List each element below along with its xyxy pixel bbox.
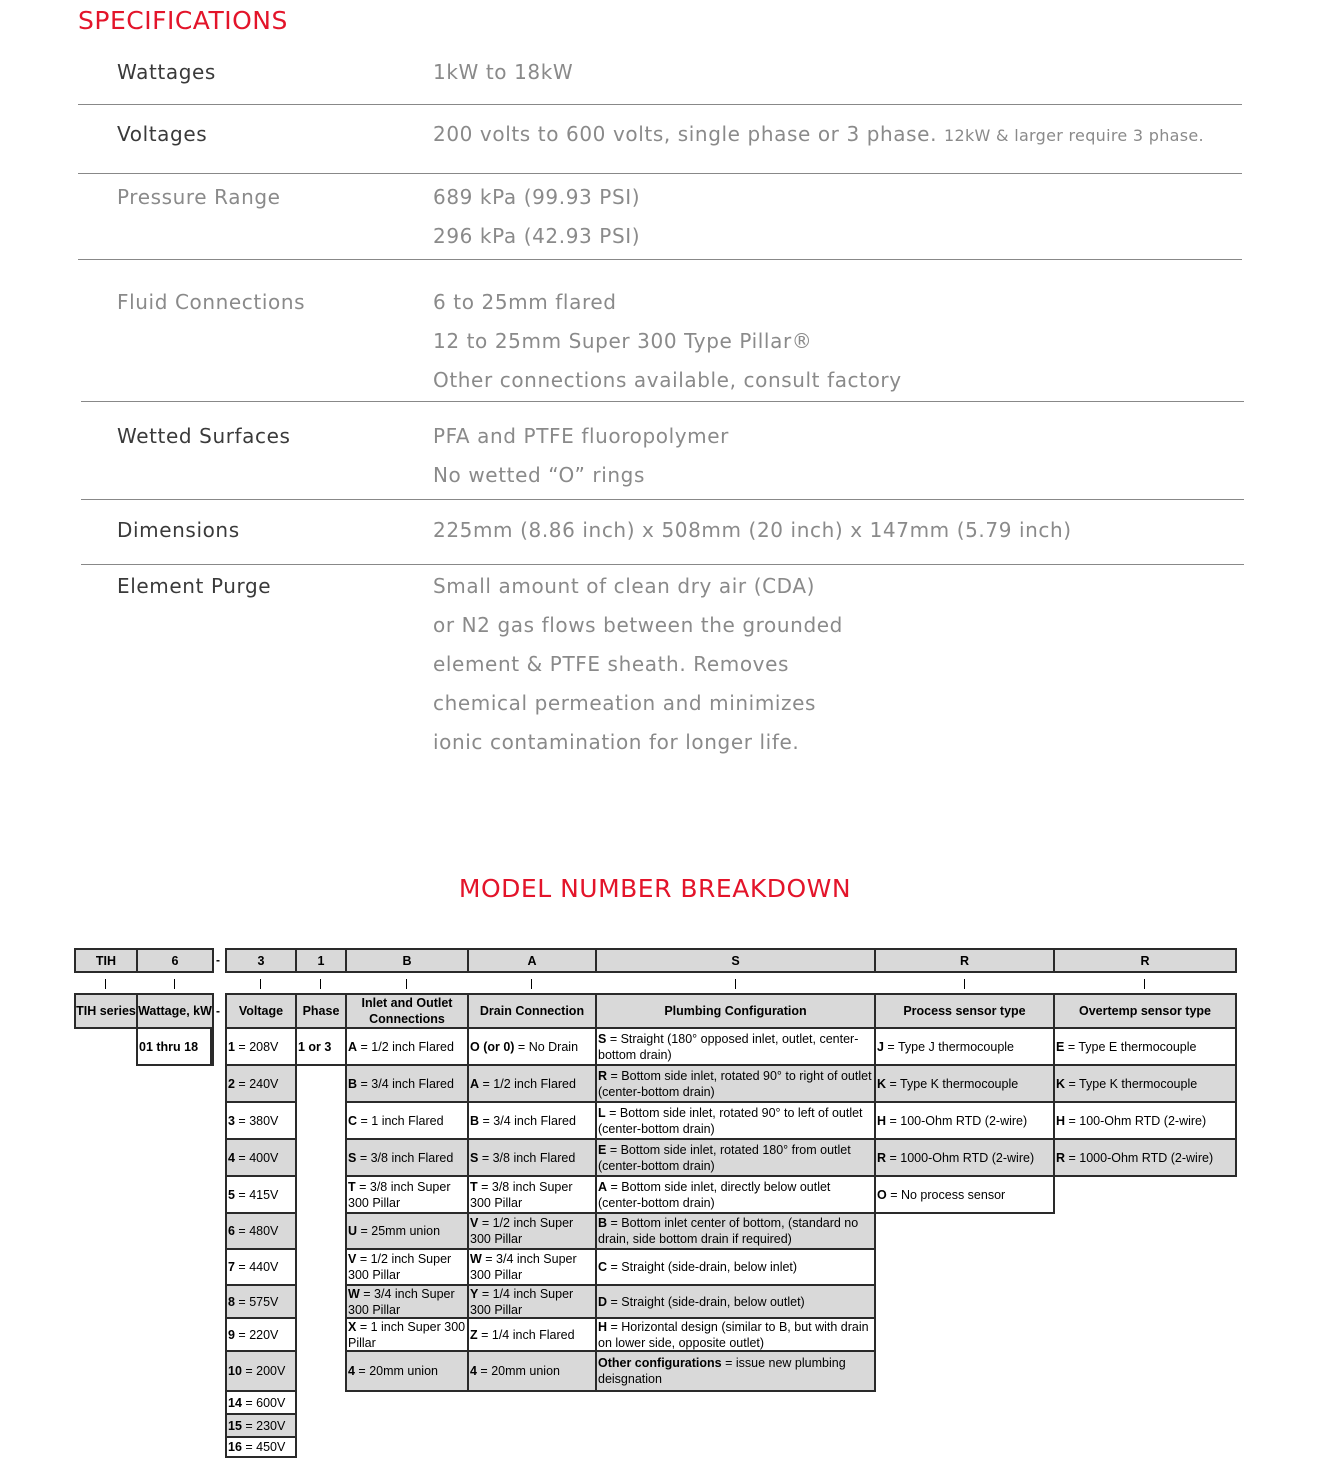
option-key: Y	[470, 1286, 479, 1301]
option-key: 1	[228, 1039, 235, 1054]
option-key: 15	[228, 1418, 242, 1433]
drain-option	[467, 1212, 597, 1250]
option-text	[877, 1076, 1018, 1092]
drain-option	[467, 1317, 597, 1352]
option-key: T	[348, 1179, 356, 1194]
wattage-option	[136, 1027, 214, 1066]
option-key: 10	[228, 1364, 242, 1378]
option-value: = 1/2 inch Flared	[357, 1039, 454, 1054]
tick-mark	[320, 979, 321, 989]
option-value: = Type E thermocouple	[1064, 1039, 1197, 1054]
process-sensor-option	[874, 1064, 1055, 1103]
divider	[81, 564, 1244, 565]
plumbing-option	[595, 1284, 876, 1319]
option-value: = 20mm union	[476, 1364, 560, 1378]
option-key: E	[1056, 1039, 1065, 1054]
option-key: A	[598, 1179, 608, 1194]
overtemp-sensor-option	[1053, 1101, 1237, 1140]
option-value: = 100-Ohm RTD (2-wire)	[1065, 1113, 1207, 1128]
inlet-option	[345, 1248, 469, 1286]
option-key: X	[348, 1319, 357, 1334]
option-key: R	[877, 1150, 887, 1165]
model-header-6: Plumbing Configuration	[595, 993, 876, 1029]
option-key: U	[348, 1224, 358, 1238]
process-sensor-option	[874, 1027, 1055, 1066]
option-text	[228, 1076, 278, 1092]
option-value: = 380V	[234, 1113, 279, 1128]
spec-value-purge-3: element & PTFE sheath. Removes	[433, 652, 790, 676]
option-text	[348, 1113, 444, 1129]
option-value: = Straight (side-drain, below outlet)	[607, 1294, 805, 1309]
option-key: 16	[228, 1440, 242, 1454]
option-value: = issue new plumbing deisgnation	[598, 1356, 846, 1386]
option-text	[470, 1215, 595, 1247]
option-value: = Straight (180° opposed inlet, outlet, center-bottom drain)	[598, 1031, 859, 1062]
tick-mark	[735, 979, 736, 989]
option-key: 6	[228, 1224, 235, 1238]
option-key: O (or 0)	[470, 1039, 515, 1054]
option-key: T	[470, 1179, 478, 1194]
drain-option	[467, 1101, 597, 1140]
option-text	[228, 1363, 285, 1379]
option-text	[228, 1395, 285, 1411]
spec-value-fluid-2: 12 to 25mm Super 300 Type Pillar®	[433, 329, 813, 353]
spec-value-dimensions: 225mm (8.86 inch) x 508mm (20 inch) x 147mm (5.79 inch)	[433, 518, 1072, 542]
option-text	[470, 1039, 578, 1055]
spec-value-pressure-2: 296 kPa (42.93 PSI)	[433, 224, 641, 248]
option-key: 3	[228, 1113, 235, 1128]
plumbing-option	[595, 1248, 876, 1286]
option-text	[348, 1223, 440, 1239]
spec-value-purge-5: ionic contamination for longer life.	[433, 730, 800, 754]
voltages-note: 12kW & larger require 3 phase.	[944, 126, 1204, 145]
option-key: W	[470, 1252, 482, 1266]
option-value: = 415V	[234, 1187, 279, 1202]
option-key: 7	[228, 1260, 235, 1274]
option-value: = 208V	[234, 1039, 279, 1054]
tick-mark	[174, 979, 175, 989]
spec-label-fluid-connections: Fluid Connections	[117, 290, 306, 314]
option-key: A	[470, 1076, 480, 1091]
voltage-option	[225, 1138, 297, 1177]
option-key: 2	[228, 1076, 235, 1091]
inlet-option	[345, 1175, 469, 1214]
model-code-4: B	[345, 948, 469, 973]
option-text	[228, 1187, 278, 1203]
option-key: 01 thru 18	[139, 1039, 199, 1054]
option-text	[348, 1150, 453, 1166]
divider	[78, 173, 1242, 174]
inlet-option	[345, 1101, 469, 1140]
option-value: = Type J thermocouple	[883, 1039, 1015, 1054]
option-value: = 575V	[234, 1294, 279, 1309]
option-key: B	[598, 1216, 608, 1230]
option-key: B	[470, 1113, 480, 1128]
model-code-7: R	[874, 948, 1055, 973]
option-value: = 240V	[234, 1076, 279, 1091]
option-key: C	[598, 1260, 608, 1274]
option-text	[348, 1286, 467, 1318]
plumbing-option	[595, 1101, 876, 1140]
option-value: = 20mm union	[354, 1364, 438, 1378]
option-key: 1 or 3	[298, 1039, 332, 1054]
option-text	[139, 1039, 198, 1055]
option-text	[877, 1187, 1005, 1203]
tick-mark	[531, 979, 532, 989]
process-sensor-option	[874, 1101, 1055, 1140]
tick-mark	[406, 979, 407, 989]
option-value: = 600V	[241, 1395, 286, 1410]
option-value: = Bottom side inlet, directly below outlet (center-bottom drain)	[598, 1179, 831, 1210]
voltage-option	[225, 1027, 297, 1066]
option-text	[348, 1251, 467, 1283]
option-key: 4	[348, 1364, 355, 1378]
spec-value-purge-1: Small amount of clean dry air (CDA)	[433, 574, 816, 598]
option-text	[598, 1259, 797, 1275]
spec-value-wetted-2: No wetted “O” rings	[433, 463, 645, 487]
option-text	[470, 1327, 575, 1343]
option-text	[877, 1113, 1027, 1129]
option-text	[348, 1363, 438, 1379]
option-text	[348, 1179, 467, 1211]
drain-option	[467, 1248, 597, 1286]
option-text	[228, 1418, 285, 1434]
spec-label-wattages: Wattages	[117, 60, 216, 84]
option-value: = 1/4 inch Super 300 Pillar	[470, 1286, 574, 1317]
plumbing-option	[595, 1175, 876, 1214]
option-key: R	[1056, 1150, 1066, 1165]
column-border	[210, 1027, 212, 1066]
model-header-0: TIH series	[74, 993, 138, 1029]
option-key: V	[470, 1216, 479, 1230]
option-key: 4	[470, 1364, 477, 1378]
option-value: = 1/4 inch Flared	[477, 1327, 575, 1342]
option-text	[348, 1076, 454, 1092]
option-value: = 440V	[234, 1260, 279, 1274]
option-text	[298, 1039, 331, 1055]
option-text	[598, 1068, 874, 1100]
voltage-option	[225, 1064, 297, 1103]
option-value: = 220V	[234, 1327, 279, 1342]
option-value: = 450V	[241, 1440, 286, 1454]
option-key: O	[877, 1187, 887, 1202]
inlet-option	[345, 1027, 469, 1066]
option-value: = 1 inch Flared	[357, 1113, 444, 1128]
divider	[78, 259, 1242, 260]
option-text	[228, 1439, 285, 1455]
model-code-8: R	[1053, 948, 1237, 973]
voltage-option	[225, 1284, 297, 1319]
voltage-option	[225, 1317, 297, 1352]
tick-mark	[260, 979, 261, 989]
spec-label-wetted-surfaces: Wetted Surfaces	[117, 424, 291, 448]
spec-value-purge-2: or N2 gas flows between the grounded	[433, 613, 843, 637]
option-text	[598, 1105, 874, 1137]
option-key: R	[598, 1068, 608, 1083]
process-sensor-option	[874, 1138, 1055, 1177]
option-key: S	[348, 1150, 357, 1165]
separator-dash: -	[216, 953, 220, 967]
option-text	[598, 1031, 874, 1063]
model-header-1: Wattage, kW	[136, 993, 214, 1029]
voltage-option	[225, 1350, 297, 1392]
drain-option	[467, 1175, 597, 1214]
option-value: = 3/8 inch Flared	[478, 1150, 576, 1165]
option-value: = Bottom side inlet, rotated 180° from outlet (center-bottom drain)	[598, 1142, 851, 1173]
spec-value-voltages	[433, 122, 1204, 146]
option-text	[228, 1113, 278, 1129]
model-code-3: 1	[295, 948, 347, 973]
option-key: E	[598, 1142, 607, 1157]
option-key: K	[877, 1076, 887, 1091]
option-text	[470, 1286, 595, 1318]
option-value: = Horizontal design (similar to B, but with drain on lower side, opposite outlet)	[598, 1319, 869, 1350]
option-value: = 3/4 inch Super 300 Pillar	[348, 1286, 455, 1317]
drain-option	[467, 1138, 597, 1177]
overtemp-sensor-option	[1053, 1064, 1237, 1103]
option-key: 5	[228, 1187, 235, 1202]
drain-option	[467, 1350, 597, 1392]
option-text	[1056, 1076, 1197, 1092]
option-key: C	[348, 1113, 358, 1128]
divider	[78, 104, 1242, 105]
option-text	[598, 1179, 874, 1211]
phase-option	[295, 1027, 347, 1066]
option-value: = Type K thermocouple	[1065, 1076, 1198, 1091]
option-text	[877, 1039, 1014, 1055]
option-key: 4	[228, 1150, 235, 1165]
option-key: A	[348, 1039, 358, 1054]
option-value: = No Drain	[514, 1039, 579, 1054]
option-text	[228, 1223, 278, 1239]
option-text	[228, 1327, 278, 1343]
option-text	[470, 1113, 576, 1129]
option-key: W	[348, 1286, 360, 1301]
voltage-option	[225, 1212, 297, 1250]
plumbing-option	[595, 1212, 876, 1250]
spec-value-fluid-3: Other connections available, consult factory	[433, 368, 902, 392]
option-value: = 400V	[234, 1150, 279, 1165]
option-value: = 230V	[241, 1418, 286, 1433]
option-text	[1056, 1150, 1213, 1166]
voltage-option	[225, 1436, 297, 1458]
model-code-5: A	[467, 948, 597, 973]
model-code-0: TIH	[74, 948, 138, 973]
option-text	[228, 1294, 278, 1310]
option-key: H	[1056, 1113, 1066, 1128]
overtemp-sensor-option	[1053, 1027, 1237, 1066]
spec-label-pressure-range: Pressure Range	[117, 185, 281, 209]
model-header-2: Voltage	[225, 993, 297, 1029]
plumbing-option	[595, 1317, 876, 1352]
option-value: = 1/2 inch Super 300 Pillar	[348, 1252, 452, 1282]
plumbing-option	[595, 1350, 876, 1392]
spec-value-pressure-1: 689 kPa (99.93 PSI)	[433, 185, 641, 209]
option-value: = Bottom side inlet, rotated 90° to left of outlet (center-bottom drain)	[598, 1105, 863, 1136]
voltage-option	[225, 1413, 297, 1438]
plumbing-option	[595, 1064, 876, 1103]
option-text	[470, 1179, 595, 1211]
option-value: = 3/4 inch Super 300 Pillar	[470, 1252, 577, 1282]
option-text	[598, 1142, 874, 1174]
model-header-5: Drain Connection	[467, 993, 597, 1029]
separator-dash: -	[216, 1004, 220, 1018]
voltage-option	[225, 1175, 297, 1214]
option-key: K	[1056, 1076, 1066, 1091]
model-header-3: Phase	[295, 993, 347, 1029]
spec-value-wattages: 1kW to 18kW	[433, 60, 574, 84]
option-value: = Bottom side inlet, rotated 90° to right of outlet (center-bottom drain)	[598, 1068, 872, 1099]
plumbing-option	[595, 1138, 876, 1177]
model-header-4: Inlet and Outlet Connections	[345, 993, 469, 1029]
option-key: J	[877, 1039, 884, 1054]
option-text	[598, 1215, 874, 1247]
spec-value-wetted-1: PFA and PTFE fluoropolymer	[433, 424, 729, 448]
option-key: B	[348, 1076, 358, 1091]
inlet-option	[345, 1138, 469, 1177]
option-value: = Type K thermocouple	[886, 1076, 1019, 1091]
option-text	[877, 1150, 1034, 1166]
option-key: 14	[228, 1395, 242, 1410]
voltage-option	[225, 1390, 297, 1415]
option-value: = 1/2 inch Super 300 Pillar	[470, 1216, 574, 1246]
option-value: = Bottom inlet center of bottom, (standard no drain, side bottom drain if required)	[598, 1216, 859, 1246]
inlet-option	[345, 1350, 469, 1392]
divider	[81, 499, 1244, 500]
option-key: H	[598, 1319, 608, 1334]
option-value: = 100-Ohm RTD (2-wire)	[886, 1113, 1028, 1128]
spec-value-fluid-1: 6 to 25mm flared	[433, 290, 617, 314]
model-code-6: S	[595, 948, 876, 973]
voltage-option	[225, 1248, 297, 1286]
inlet-option	[345, 1064, 469, 1103]
voltages-main: 200 volts to 600 volts, single phase or 3 phase.	[433, 122, 938, 146]
option-text	[228, 1039, 278, 1055]
option-key: L	[598, 1105, 606, 1120]
option-key: S	[598, 1031, 607, 1046]
option-text	[470, 1076, 576, 1092]
inlet-option	[345, 1317, 469, 1352]
option-text	[470, 1363, 560, 1379]
inlet-option	[345, 1284, 469, 1319]
divider	[81, 401, 1244, 402]
option-value: = Straight (side-drain, below inlet)	[607, 1260, 798, 1274]
spec-label-element-purge: Element Purge	[117, 574, 272, 598]
option-text	[228, 1150, 278, 1166]
drain-option	[467, 1284, 597, 1319]
option-text	[598, 1319, 874, 1351]
option-key: D	[598, 1294, 608, 1309]
option-value: = 200V	[241, 1364, 286, 1378]
option-text	[470, 1150, 575, 1166]
option-value: = 1000-Ohm RTD (2-wire)	[1065, 1150, 1214, 1165]
voltage-option	[225, 1101, 297, 1140]
model-breakdown-title: MODEL NUMBER BREAKDOWN	[458, 874, 852, 903]
specifications-title: SPECIFICATIONS	[78, 6, 288, 35]
process-sensor-option	[874, 1175, 1055, 1214]
model-code-1: 6	[136, 948, 214, 973]
option-key: V	[348, 1252, 357, 1266]
inlet-option	[345, 1212, 469, 1250]
option-value: = 1 inch Super 300 Pillar	[348, 1319, 466, 1350]
spec-label-voltages: Voltages	[117, 122, 208, 146]
option-value: = No process sensor	[886, 1187, 1006, 1202]
option-key: Z	[470, 1327, 478, 1342]
option-key: S	[470, 1150, 479, 1165]
tick-mark	[105, 979, 106, 989]
option-value: = 3/4 inch Flared	[479, 1113, 576, 1128]
option-text	[228, 1259, 278, 1275]
plumbing-option	[595, 1027, 876, 1066]
spec-value-purge-4: chemical permeation and minimizes	[433, 691, 817, 715]
option-value: = 3/8 inch Flared	[356, 1150, 454, 1165]
option-text	[470, 1251, 595, 1283]
option-text	[598, 1355, 874, 1387]
option-value: = 1000-Ohm RTD (2-wire)	[886, 1150, 1035, 1165]
tick-mark	[1144, 979, 1145, 989]
model-code-2: 3	[225, 948, 297, 973]
overtemp-sensor-option	[1053, 1138, 1237, 1177]
option-value: = 480V	[234, 1224, 279, 1238]
option-text	[348, 1319, 467, 1351]
option-value: = 3/8 inch Super 300 Pillar	[348, 1179, 451, 1210]
model-header-8: Overtemp sensor type	[1053, 993, 1237, 1029]
spec-label-dimensions: Dimensions	[117, 518, 240, 542]
option-value: = 25mm union	[357, 1224, 441, 1238]
drain-option	[467, 1064, 597, 1103]
tick-mark	[964, 979, 965, 989]
option-key: 8	[228, 1294, 235, 1309]
option-key: Other configurations	[598, 1356, 722, 1370]
option-value: = 3/4 inch Flared	[357, 1076, 454, 1091]
option-text	[1056, 1113, 1206, 1129]
option-text	[1056, 1039, 1197, 1055]
option-text	[598, 1294, 805, 1310]
drain-option	[467, 1027, 597, 1066]
model-header-7: Process sensor type	[874, 993, 1055, 1029]
option-text	[348, 1039, 454, 1055]
option-value: = 1/2 inch Flared	[479, 1076, 576, 1091]
option-key: 9	[228, 1327, 235, 1342]
option-key: H	[877, 1113, 887, 1128]
option-value: = 3/8 inch Super 300 Pillar	[470, 1179, 573, 1210]
